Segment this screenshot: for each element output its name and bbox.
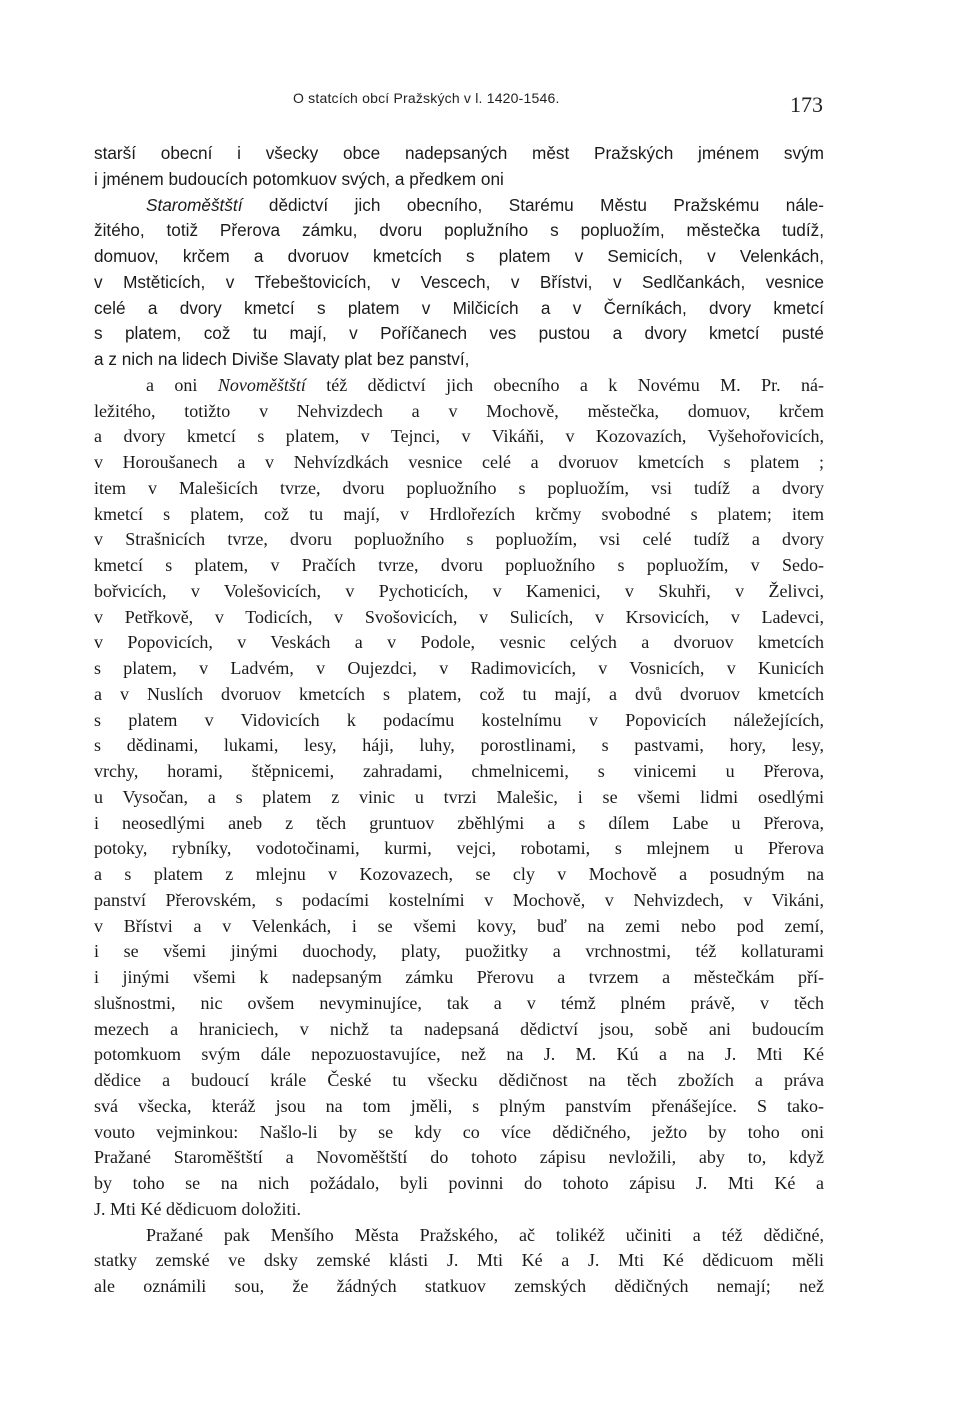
text-line: kmetcí s platem, což tu mají, v Hrdlořezích krčmy svobodné s platem; item [94, 503, 824, 524]
text-line: slušnostmi, nic ovšem nevyminujíce, tak a v témž plném právě, v těch [94, 992, 824, 1013]
text-line: s platem, v Ladvém, v Oujezdci, v Radimovicích, v Vosnicích, v Kunicích [94, 658, 824, 678]
text-line: a v Nuslích dvoruov kmetcích s platem, což tu mají, a dvů dvoruov kmetcích [94, 683, 824, 704]
text-line: kmetcí s platem, v Pračích tvrze, dvoru popluožního s popluožím, v Sedo- [94, 555, 824, 575]
running-title: O statcích obcí Pražských v l. 1420-1546. [293, 90, 560, 106]
text-line: mezech a hraniciech, v nichž ta nadepsaná dědictví jsou, sobě ani budoucím [94, 1018, 824, 1039]
text-line: s platem, což tu mají, v Poříčanech ves pustou a dvory kmetcí pusté [94, 323, 824, 344]
text-line: s dědinami, lukami, lesy, háji, luhy, porostlinami, s pastvami, hory, lesy, [94, 735, 824, 756]
text-line: a dvory kmetcí s platem, v Tejnci, v Vikáňi, v Kozovazích, Vyšehořovicích, [94, 426, 824, 447]
text-line: potoky, rybníky, vodotočinami, kurmi, vejci, robotami, s mlejnem u Přerova [94, 838, 824, 859]
text-line: i jinými všemi k nadepsaným zámku Přerovu a tvrzem a městečkám pří- [94, 967, 824, 987]
text-line: J. Mti Ké dědicuom doložiti. [94, 1198, 301, 1219]
text-line: v Horoušanech a v Nehvízdkách vesnice celé a dvoruov kmetcích s platem ; [94, 452, 824, 472]
text-line [94, 193, 824, 219]
text-line: v Strašnicích tvrze, dvoru popluožního s popluožím, vsi celé tudíž a dvory [94, 529, 824, 550]
text-line: dědice a budoucí krále České tu všecku dědičnost na těch zbožích a práva [94, 1070, 824, 1090]
text-line: starší obecní i všecky obce nadepsaných měst Pražských jménem svým [94, 143, 824, 163]
text-segment: též dědictví jich obecního a k Novému M. Pr. ná- [305, 374, 824, 395]
text-line: vrchy, horami, štěpnicemi, zahradami, chmelnicemi, s vinicemi u Přerova, [94, 761, 824, 781]
text-line: v Petřkově, v Todicích, v Svošovicích, v Sulicích, v Krsovicích, v Ladevci, [94, 606, 824, 627]
text-line: celé a dvory kmetcí s platem v Milčicích a v Černíkách, dvory kmetcí [94, 297, 824, 318]
text-line: u Vysočan, a s platem z vinic u tvrzi Malešic, i se všemi lidmi osedlými [94, 786, 824, 807]
italic-name: Staroměštští [146, 194, 243, 215]
text-line: potomkuom svým dále nepozuostavujíce, než na J. M. Kú a na J. Mti Ké [94, 1044, 824, 1065]
text-segment: a oni [146, 374, 218, 395]
text-line: s platem v Vidovicích k podacímu kostelnímu v Popovicích náležejících, [94, 709, 824, 730]
text-line: v Mstěticích, v Třebeštovicích, v Vescech, v Břístvi, v Sedlčankách, vesnice [94, 271, 824, 292]
italic-name: Novoměštští [217, 374, 306, 395]
text-line: a s platem z mlejnu v Kozovazech, se cly v Mochově a posudným na [94, 864, 824, 884]
text-segment: dědictví jich obecního, Starému Městu Pražskému nále- [242, 194, 824, 215]
body-text [94, 141, 824, 1300]
text-line: i se všemi jinými duochody, platy, puožitky a vrchnostmi, též kollaturami [94, 941, 824, 962]
text-line: svá všecka, kteráž jsou na tom jměli, s plným panstvím přenášejíce. S tako- [94, 1095, 824, 1116]
text-line: v Břístvi a v Velenkách, i se všemi kovy, buď na zemi nebo pod zemí, [94, 915, 824, 936]
text-line: v Popovicích, v Veskách a v Podole, vesnic celých a dvoruov kmetcích [94, 632, 824, 653]
text-line: vouto vejminkou: Našlo-li by se kdy co více dědičného, ježto by toho oni [94, 1121, 824, 1142]
text-line: ale oznámili sou, že žádných statkuov zemských dědičných nemají; než [94, 1276, 824, 1296]
text-line: by toho se na nich požádalo, byli povinni do tohoto zápisu J. Mti Ké a [94, 1173, 824, 1193]
text-line: a z nich na lidech Diviše Slavaty plat bez panství, [94, 349, 470, 369]
text-line: bořvicích, v Volešovicích, v Pychoticích, v Kamenici, v Skuhři, v Želivci, [94, 580, 824, 601]
text-line: item v Malešicích tvrze, dvoru popluožního s popluožím, vsi tudíž a dvory [94, 477, 824, 498]
text-line: i neosedlými aneb z těch gruntuov zběhlými a s dílem Labe u Přerova, [94, 812, 824, 833]
text-line: žitého, totiž Přerova zámku, dvoru poplužního s popluožím, městečka tudíž, [94, 220, 824, 241]
text-line: i jménem budoucích potomkuov svých, a předkem oni [94, 168, 504, 189]
page-number: 173 [790, 92, 823, 117]
text-line: Pražané Staroměštští a Novoměštští do tohoto zápisu nevložili, aby to, když [94, 1147, 824, 1168]
text-line: statky zemské ve dsky zemské klásti J. Mti Ké a J. Mti Ké dědicuom měli [94, 1250, 824, 1271]
text-line: domuov, krčem a dvoruov kmetcích s platem v Semicích, v Velenkách, [94, 246, 824, 266]
text-line: panství Přerovském, s podacími kostelními v Mochově, v Nehvizdech, v Vikáni, [94, 889, 824, 910]
text-line: ležitého, totižto v Nehvizdech a v Mochově, městečka, domuov, krčem [94, 400, 824, 421]
text-line [94, 373, 824, 399]
text-line: Pražané pak Menšího Města Pražského, ač tolikéž učiniti a též dědičné, [146, 1224, 824, 1245]
